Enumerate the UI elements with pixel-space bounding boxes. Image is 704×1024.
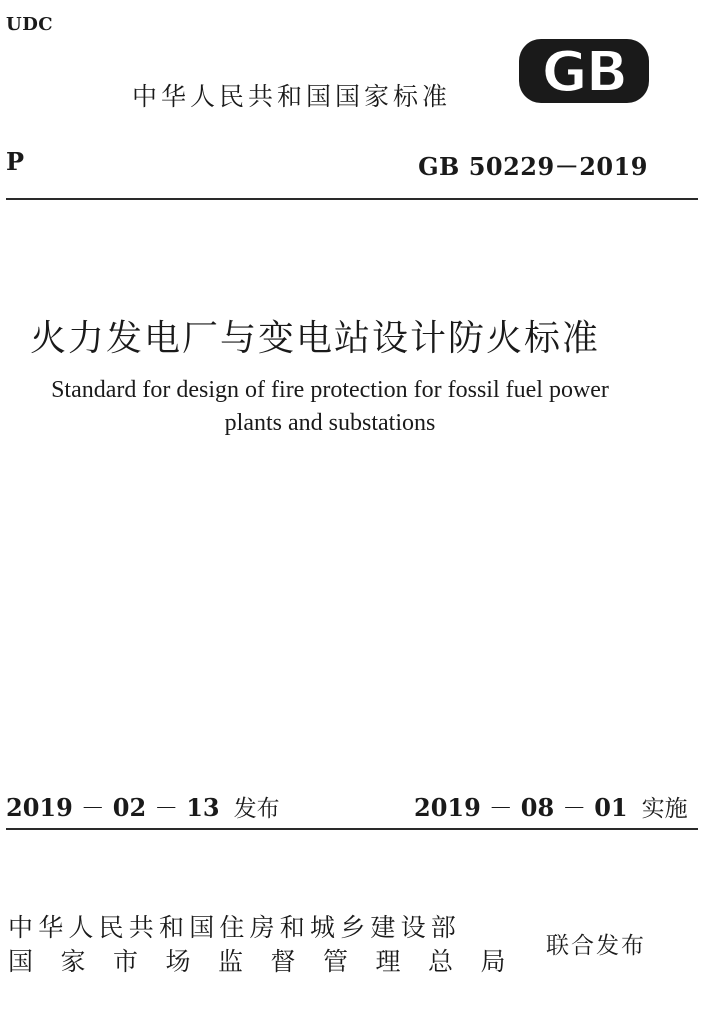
- implement-day: 01: [594, 793, 628, 822]
- gb-logo-icon: [516, 36, 652, 106]
- implementation-date: [414, 788, 688, 823]
- title-english: [0, 374, 660, 440]
- publisher-administration: 国家市场监督管理总局: [8, 947, 534, 976]
- title-english-line2: plants and substations: [224, 410, 436, 436]
- implement-label: 实施: [641, 796, 688, 822]
- title-english-line1: Standard for design of fire protection for fossil fuel power: [51, 377, 609, 403]
- date-separator: －: [562, 794, 587, 822]
- top-divider: [6, 198, 698, 200]
- implement-year: 2019: [414, 793, 481, 822]
- issue-year: 2019: [6, 793, 73, 822]
- publisher-ministry: 中华人民共和国住房和城乡建设部: [8, 913, 462, 942]
- issue-date: [6, 788, 280, 823]
- implement-month: 08: [520, 793, 555, 822]
- national-standard-heading: 中华人民共和国国家标准: [132, 82, 452, 111]
- udc-label: UDC: [6, 14, 54, 35]
- issue-label: 发布: [233, 796, 280, 822]
- title-chinese: 火力发电厂与变电站设计防火标准: [30, 318, 601, 359]
- date-separator: －: [80, 794, 105, 822]
- category-letter: P: [6, 147, 25, 176]
- issue-day: 13: [186, 793, 220, 822]
- bottom-divider: [6, 828, 698, 830]
- gb-logo-text: GB: [541, 40, 627, 105]
- date-separator: －: [488, 794, 513, 822]
- joint-issue-label: 联合发布: [546, 933, 646, 959]
- standard-code: GB 50229－2019: [418, 152, 648, 181]
- date-separator: －: [154, 794, 179, 822]
- issue-month: 02: [112, 793, 147, 822]
